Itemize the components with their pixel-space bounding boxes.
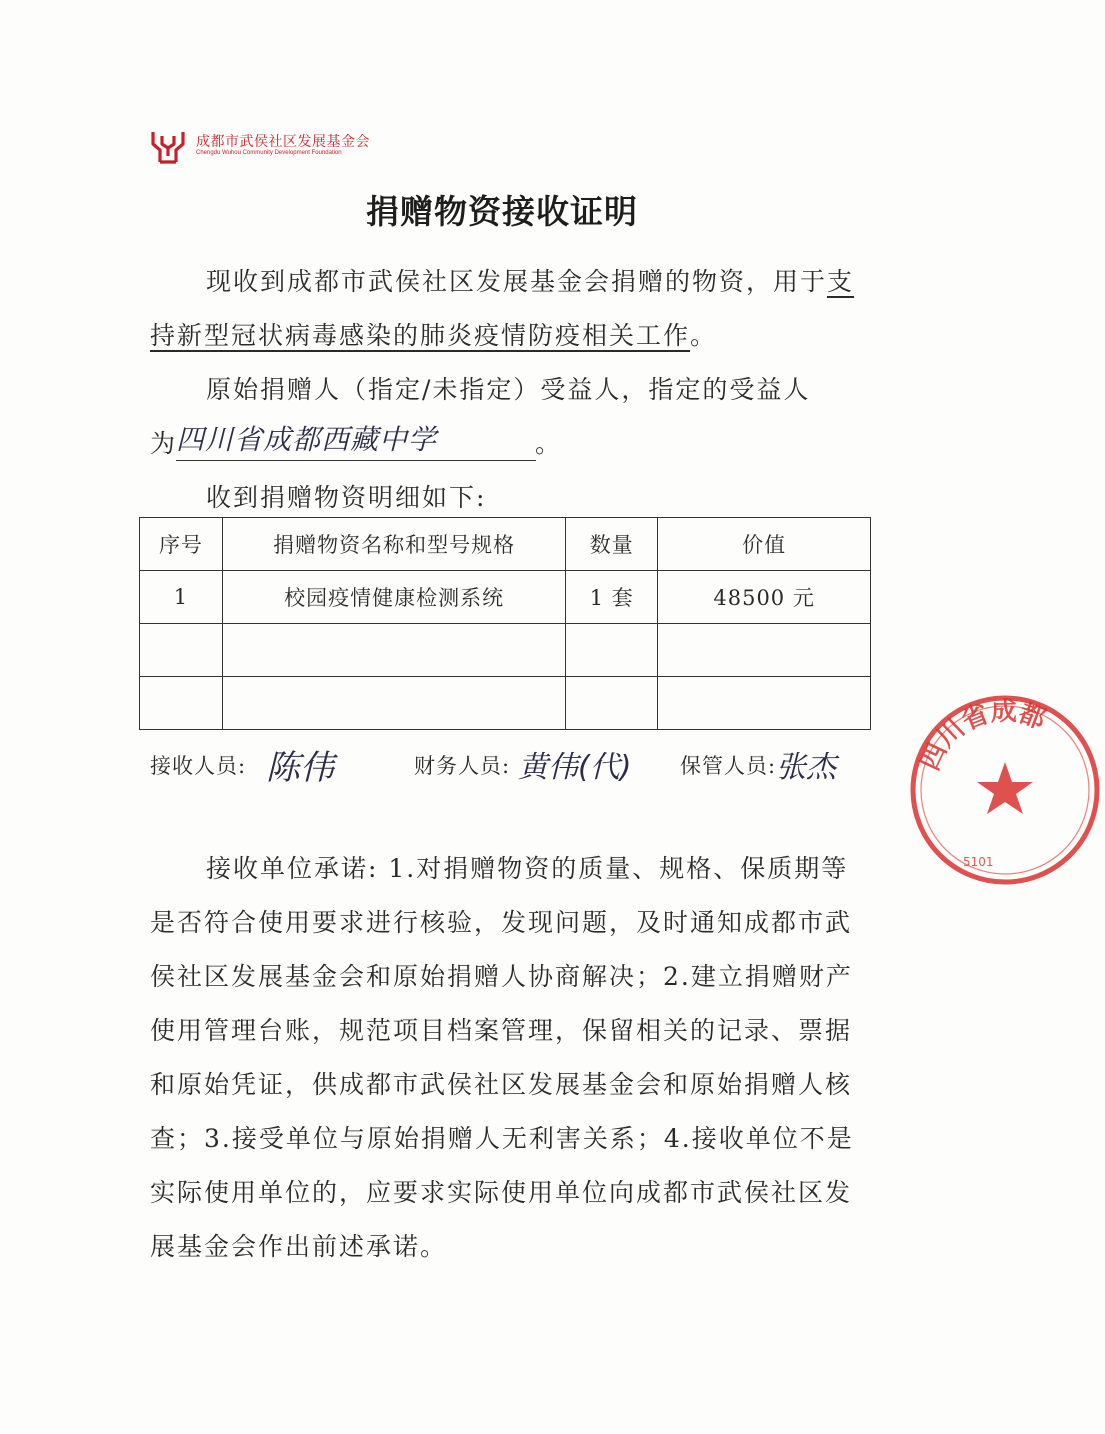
cell-value: 48500 元	[658, 571, 871, 624]
document-title: 捐赠物资接收证明	[366, 192, 638, 231]
intro-line-2	[150, 316, 717, 352]
official-seal-icon	[905, 690, 1105, 890]
cell-quantity: 1 套	[566, 571, 658, 624]
svg-text:5101: 5101	[963, 855, 994, 869]
commitment-line: 实际使用单位的，应要求实际使用单位向成都市武侯社区发	[150, 1178, 853, 1207]
table-row	[140, 571, 871, 624]
foundation-logo-icon	[150, 128, 186, 164]
col-header-value: 价值	[658, 518, 871, 571]
intro-line-3: 原始捐赠人（指定/未指定）受益人，指定的受益人	[206, 375, 811, 404]
finance-label: 财务人员:	[414, 754, 511, 778]
receiver-signature: 陈伟	[266, 748, 334, 788]
commitment-line: 侯社区发展基金会和原始捐赠人协商解决；2.建立捐赠财产	[150, 962, 853, 991]
commitment-line: 使用管理台账，规范项目档案管理，保留相关的记录、票据	[150, 1016, 853, 1045]
org-name: 成都市武侯社区发展基金会	[196, 134, 370, 150]
intro-line-5: 收到捐赠物资明细如下:	[206, 483, 487, 512]
intro-line-1-underlined: 支	[827, 267, 855, 296]
col-header-quantity: 数量	[566, 518, 658, 571]
col-header-name: 捐赠物资名称和型号规格	[222, 518, 565, 571]
cell-name: 校园疫情健康检测系统	[222, 571, 565, 624]
finance-signature: 黄伟(代)	[518, 750, 632, 785]
cell-index	[140, 624, 223, 677]
table-header-row	[140, 518, 871, 571]
commitment-paragraph	[150, 842, 862, 1274]
receiver-label: 接收人员:	[150, 754, 247, 778]
cell-value	[658, 677, 871, 730]
cell-index	[140, 677, 223, 730]
col-header-index: 序号	[140, 518, 223, 571]
cell-quantity	[566, 677, 658, 730]
intro-line-1	[206, 262, 854, 298]
table-row	[140, 677, 871, 730]
donation-items-table	[139, 517, 871, 730]
cell-value	[658, 624, 871, 677]
commitment-line: 展基金会作出前述承诺。	[150, 1232, 448, 1261]
intro-line-4-prefix: 为	[150, 429, 178, 458]
svg-text:四川省成都: 四川省成都	[915, 696, 1050, 776]
commitment-line: 接收单位承诺: 1.对捐赠物资的质量、规格、保质期等	[206, 854, 849, 883]
intro-line-2-end: 。	[690, 321, 718, 350]
intro-line-2-underlined: 持新型冠状病毒感染的肺炎疫情防疫相关工作	[150, 321, 691, 350]
commitment-line: 和原始凭证，供成都市武侯社区发展基金会和原始捐赠人核	[150, 1070, 853, 1099]
commitment-line: 是否符合使用要求进行核验，发现问题，及时通知成都市武	[150, 908, 853, 937]
cell-quantity	[566, 624, 658, 677]
table-row	[140, 624, 871, 677]
keeper-label: 保管人员:	[680, 754, 777, 778]
intro-line-1-text: 现收到成都市武侯社区发展基金会捐赠的物资，用于	[206, 267, 828, 296]
cell-name	[222, 624, 565, 677]
intro-line-4-end: 。	[535, 429, 563, 458]
cell-name	[222, 677, 565, 730]
keeper-signature: 张杰	[776, 750, 836, 785]
commitment-line: 查；3.接受单位与原始捐赠人无利害关系；4.接收单位不是	[150, 1124, 854, 1153]
recipient-handwritten: 四川省成都西藏中学	[176, 418, 536, 461]
cell-index: 1	[140, 571, 223, 624]
org-name-en: Chengdu Wuhou Community Development Foundation	[196, 150, 342, 156]
